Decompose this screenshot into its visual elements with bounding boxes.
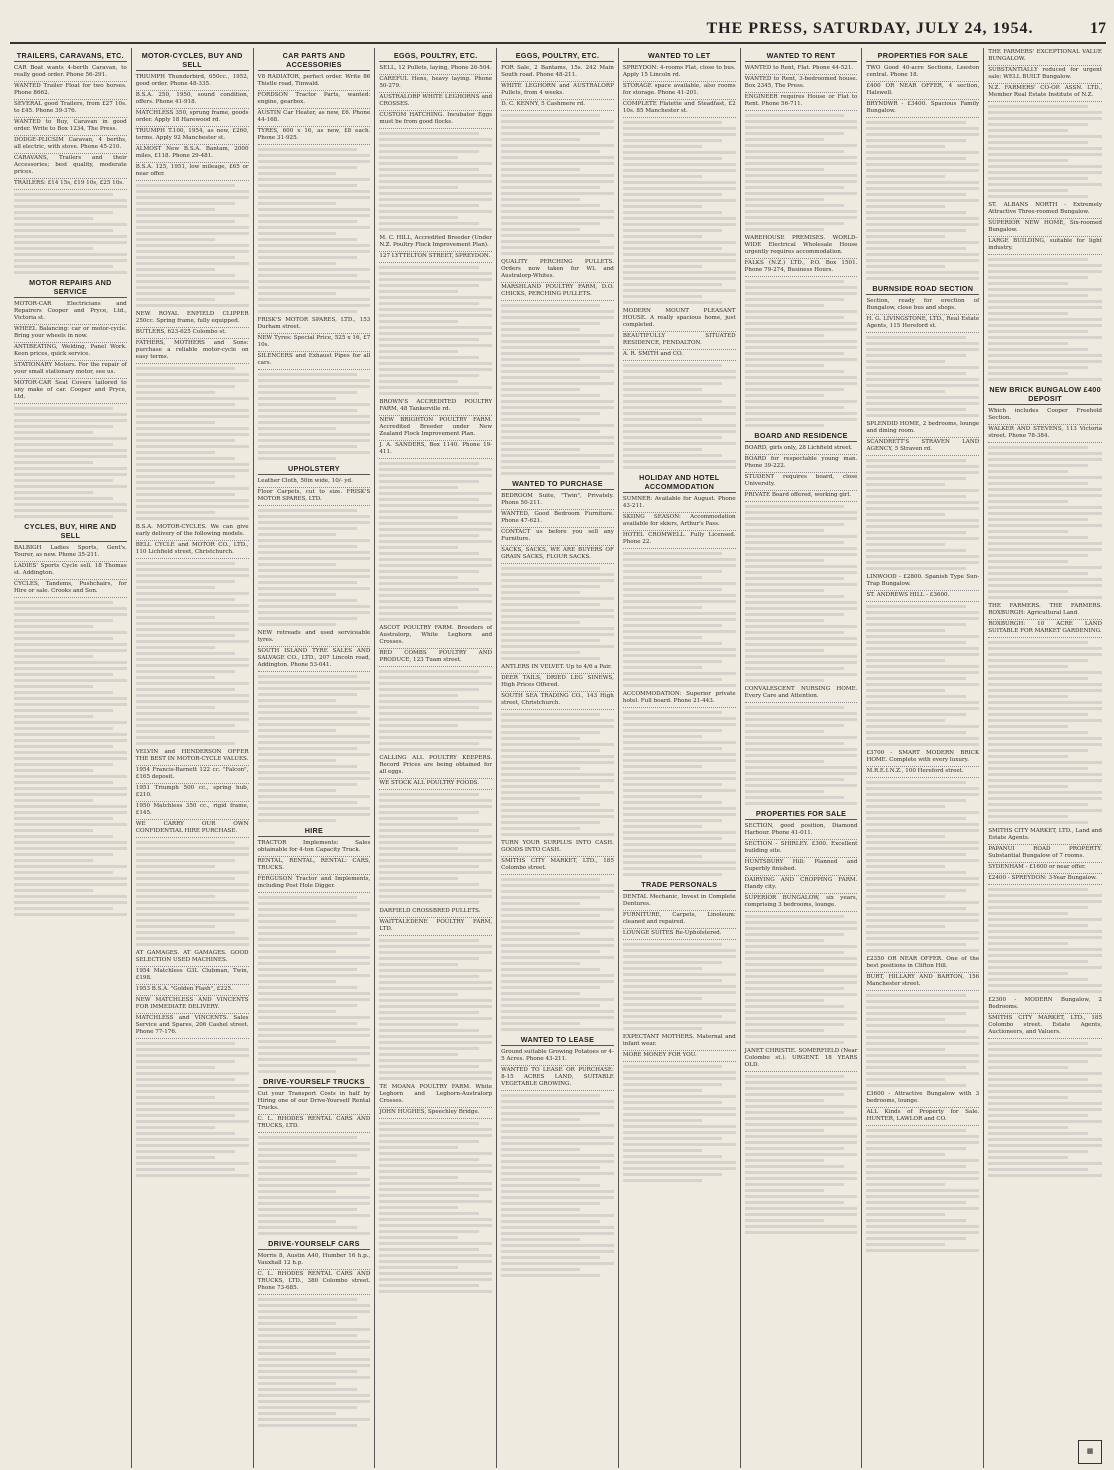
classified-ad: SACKS, SACKS, WE ARE BUYERS OF GRAIN SACKS, FLOUR SACKS. xyxy=(501,546,614,564)
classified-ad: TRIUMPH Thunderbird, 650cc., 1952, good order. Phone 48-335. xyxy=(136,73,249,91)
classified-ad: SUPERIOR NEW HOME, Six-roomed Bungalow. xyxy=(988,219,1102,237)
newsprint-texture xyxy=(745,915,858,1044)
classified-ad: MATCHLESS and VINCENTS. Sales Service and Spares, 206 Cashel street. Phone 77-176. xyxy=(136,1014,249,1039)
page-corner-mark: ▦ xyxy=(1078,1440,1102,1464)
classified-ad: SECTION, good position, Diamond Harbour. Phone 41-011. xyxy=(745,822,858,840)
section-heading: MOTOR REPAIRS AND SERVICE xyxy=(14,277,127,298)
classified-ad: ST. ANDREWS HILL - £3600. xyxy=(866,591,979,602)
classified-ad: WANTED TO LEASE OR PURCHASE: 8-15 ACRES LAND, SUITABLE VEGETABLE GROWING. xyxy=(501,1066,614,1091)
classified-ad: AUSTRALORP WHITE LEGHORNS and CROSSES. xyxy=(379,93,492,111)
newsprint-texture xyxy=(988,888,1102,993)
classified-ad: DARFIELD CROSSBRED PULLETS. xyxy=(379,907,492,918)
classified-ad: M. C. HILL, Accredited Breeder (Under N.Z. Poultry Flock Improvement Plan). xyxy=(379,234,492,252)
classified-ad: TE MOANA POULTRY FARM. White Leghorn and Leghorn-Australorp Crosses. xyxy=(379,1083,492,1108)
classified-ad: 1954 Francis-Barnett 122 cc. "Falcon", £165 deposit. xyxy=(136,766,249,784)
classified-ad: NEW BRIGHTON POULTRY FARM. Accredited Breeder under New Zealand Flock Improvement Plan. xyxy=(379,416,492,441)
classified-ad: PAPANUI ROAD PROPERTY. Substantial Bungalow of 7 rooms. xyxy=(988,845,1102,863)
classified-ad: FURNITURE, Carpets, Linoleum: cleaned and repaired. xyxy=(623,911,736,929)
column-3 xyxy=(254,48,376,1468)
column-9 xyxy=(984,48,1106,1468)
section-heading: CYCLES, BUY, HIRE AND SELL xyxy=(14,521,127,542)
section-heading: PROPERTIES FOR SALE xyxy=(745,808,858,820)
classified-ad: B.S.A. MOTOR-CYCLES. We can give early delivery of the following models. xyxy=(136,523,249,541)
newsprint-texture xyxy=(136,562,249,745)
classified-ad: LADIES' Sports Cycle sell. 18 Thomas st. Addington. xyxy=(14,562,127,580)
classified-ad: BURT, HILLARY AND BARTON, 156 Manchester street. xyxy=(866,973,979,991)
classified-ad: J. A. SANDERS, Box 1140. Phone 19-411. xyxy=(379,441,492,459)
classified-ad: TURN YOUR SURPLUS INTO CASH. GOODS INTO CASH. xyxy=(501,839,614,857)
section-heading: UPHOLSTERY xyxy=(258,463,371,475)
classified-ad: C. L. RHODES RENTAL CARS AND TRUCKS, LTD., 380 Colombo street. Phone 73-685. xyxy=(258,1270,371,1295)
newsprint-texture xyxy=(866,781,979,952)
classified-ad: FERGUSON Tractor and Implements, including Post Hole Digger. xyxy=(258,875,371,893)
newsprint-texture xyxy=(258,1136,371,1235)
classified-ad: VELVIN and HENDERSON OFFER THE BEST IN MOTOR-CYCLE VALUES. xyxy=(136,748,249,766)
classified-ad: MOTOR-CAR Seat Covers tailored to any make of car. Cooper and Pryce, Ltd. xyxy=(14,379,127,404)
classified-ad: ST. ALBANS NORTH - Extremely Attractive Three-roomed Bungalow. xyxy=(988,201,1102,219)
classified-ad: WHEEL Balancing: car or motor-cycle. Bring your wheels in now. xyxy=(14,325,127,343)
classified-ad: SPLENDID HOME, 2 bedrooms, lounge and dining room. xyxy=(866,420,979,438)
newsprint-texture xyxy=(745,280,858,427)
classified-ad: DODGE-PLICSIM Caravan, 4 berths, all electric, with stove. Phone 45-210. xyxy=(14,136,127,154)
classified-ad: SYDENHAM - £1600 or near offer. xyxy=(988,863,1102,874)
classified-ad: CAREFUL Hens, heavy laying. Phone 50-279. xyxy=(379,75,492,93)
newsprint-texture xyxy=(501,304,614,475)
classified-ad: FORDSON Tractor Parts, wanted: engine, gearbox. xyxy=(258,91,371,109)
classified-ad: A. R. SMITH and CO. xyxy=(623,350,736,361)
classified-ad: WHITE LEGHORN and AUSTRALORP Pullets, from 4 weeks. xyxy=(501,82,614,100)
classified-ad: WE CARRY OUR OWN CONFIDENTIAL HIRE PURCHASE. xyxy=(136,820,249,838)
newsprint-texture xyxy=(623,364,736,469)
classified-ad: BRYNDWR - £3400. Spacious Family Bungalow. xyxy=(866,100,979,118)
newsprint-texture xyxy=(258,675,371,822)
classified-ad: WANTED to Rent, Flat. Phone 44-521. xyxy=(745,64,858,75)
classified-ad: BUTLERS, 623-625 Colombo st. xyxy=(136,328,249,339)
newsprint-texture xyxy=(136,184,249,307)
newsprint-texture xyxy=(379,462,492,621)
newsprint-texture xyxy=(501,713,614,836)
column-5 xyxy=(497,48,619,1468)
classified-ad: DEER TAILS, DRIED LEG SINEWS, High Prices Offered. xyxy=(501,674,614,692)
newsprint-texture xyxy=(379,670,492,751)
section-heading: EGGS, POULTRY, ETC. xyxy=(501,50,614,62)
classified-ad: FRISK'S MOTOR SPARES, LTD., 153 Durham street. xyxy=(258,316,371,334)
section-heading: DRIVE-YOURSELF CARS xyxy=(258,1238,371,1250)
newsprint-texture xyxy=(866,121,979,280)
classified-ad: MOTOR-CAR Electricians and Repairers Cooper and Pryce, Ltd., Victoria st. xyxy=(14,300,127,325)
newsprint-texture xyxy=(623,943,736,1030)
classified-ad: 1953 B.S.A. "Golden Flash", £225. xyxy=(136,985,249,996)
classified-ad: SMITHS CITY MARKET, LTD., 185 Colombo street. xyxy=(501,857,614,875)
classified-ad: MORE MONEY FOR YOU. xyxy=(623,1051,736,1062)
classified-ad: SILENCERS and Exhaust Pipes for all cars. xyxy=(258,352,371,370)
classified-ad: DENTAL Mechanic, Invest in Complete Dentures. xyxy=(623,893,736,911)
classified-ad: £2350 OR NEAR OFFER. One of the best positions in Clifton Hill. xyxy=(866,955,979,973)
page-number: 17 xyxy=(1089,20,1106,37)
column-2 xyxy=(132,48,254,1468)
classified-ad: ROXBURGH: 10 ACRE LAND SUITABLE FOR MARKET GARDENING. xyxy=(988,620,1102,638)
classified-ad: N.Z. FARMERS' CO-OP. ASSN. LTD., Member Real Estate Institute of N.Z. xyxy=(988,84,1102,102)
classified-ad: SUBSTANTIALLY reduced for urgent sale: WELL BUILT Bungalow. xyxy=(988,66,1102,84)
classified-ad: Cut your Transport Costs in half by Hiring one of our Drive-Yourself Rental Trucks. xyxy=(258,1090,371,1115)
newsprint-texture xyxy=(258,896,371,1073)
classified-ad: RENTAL, RENTAL, RENTAL: CARS, TRUCKS. xyxy=(258,857,371,875)
masthead xyxy=(10,6,1106,44)
classified-ad: SOUTH ISLAND TYRE SALES AND SALVAGE CO., LTD., 207 Lincoln road, Addington. Phone 53-041. xyxy=(258,647,371,672)
classified-ad: CYCLES, Tandems, Pushchairs, for Hire or sale. Crooks and Son. xyxy=(14,580,127,598)
classified-ad: FATHERS, MOTHERS and Sons: purchase a reliable motor-cycle on easy terms. xyxy=(136,339,249,364)
classified-ad: BROWN'S ACCREDITED POULTRY FARM, 48 Tankerville rd. xyxy=(379,398,492,416)
classified-ad: AUSTIN Car Heater, as new, £6. Phone 44-168. xyxy=(258,109,371,127)
section-heading: BOARD AND RESIDENCE xyxy=(745,430,858,442)
classified-ad: ANTIBEATING, Welding, Panel Work. Keen prices, quick service. xyxy=(14,343,127,361)
section-heading: HIRE xyxy=(258,825,371,837)
classified-ad: £3600 - Attractive Bungalow with 3 bedrooms, lounge. xyxy=(866,1090,979,1108)
newsprint-texture xyxy=(866,994,979,1087)
classified-ad: SPREYDON: 4-rooms Flat, close to bus. Apply 15 Lincoln rd. xyxy=(623,64,736,82)
classified-ad: SCANDRETT'S STRAVEN LAND AGENCY, 5 Straven rd. xyxy=(866,438,979,456)
classified-ad: CAR Boat wants 4-berth Caravan, to really good order. Phone 56-291. xyxy=(14,64,127,82)
classified-ad: CALLING ALL POULTRY KEEPERS. Record Prices are being obtained for all eggs. xyxy=(379,754,492,779)
classified-ad: WANTED to Rent, 3-bedroomed house. Box 2345, The Press. xyxy=(745,75,858,93)
newsprint-texture xyxy=(136,1042,249,1177)
section-heading: BURNSIDE ROAD SECTION xyxy=(866,283,979,295)
classified-ad: SELL, 12 Pullets, laying, Phone 26-504. xyxy=(379,64,492,75)
section-heading: NEW BRICK BUNGALOW £400 DEPOSIT xyxy=(989,385,1101,403)
classified-ad: LARGE BUILDING, suitable for light industry. xyxy=(988,237,1102,255)
classified-ad: M.R.E.I.N.Z., 100 Hereford street. xyxy=(866,767,979,778)
newsprint-texture xyxy=(379,939,492,1080)
section-heading: WANTED TO LET xyxy=(623,50,736,62)
newsprint-texture xyxy=(14,601,127,742)
classified-ad: ASCOT POULTRY FARM. Breeders of Australorp, White Leghorn and Crosses. xyxy=(379,624,492,649)
classified-ad: Ground suitable Growing Potatoes or 4-5 Acres. Phone 43-211. xyxy=(501,1048,614,1066)
classified-ad: WANTED, Good Bedroom Furniture. Phone 47-621. xyxy=(501,510,614,528)
newsprint-texture xyxy=(866,459,979,570)
section-heading: WANTED TO PURCHASE xyxy=(501,478,614,490)
classified-ad: MARSHLAND POULTRY FARM, D.O. CHICKS, PERCHING PULLETS. xyxy=(501,283,614,301)
classified-ad: CARAVANS, Trailers and their Accessories; best quality, moderate prices. xyxy=(14,154,127,179)
classified-ad: B.S.A. 250, 1950, sound condition, offers. Phone 41-918. xyxy=(136,91,249,109)
classified-ad: THE FARMERS. THE FARMERS. ROXBURGH: Agricultural Land. xyxy=(988,602,1102,620)
classified-ad: BEAUTIFULLY SITUATED RESIDENCE, FENDALTON. xyxy=(623,332,736,350)
section-heading: WANTED TO LEASE xyxy=(501,1034,614,1046)
newsprint-texture xyxy=(623,711,736,876)
classified-ad: FALKS (N.Z.) LTD., P.O. Box 1501. Phone 79-274, Business Hours. xyxy=(745,259,858,277)
classified-ad: H. G. LIVINGSTONE, LTD., Real Estate Agents, 115 Hereford st. xyxy=(866,315,979,333)
classified-ad: NEW ROYAL ENFIELD CLIPPER 250cc. Spring frame, fully equipped. xyxy=(136,310,249,328)
newsprint-texture xyxy=(866,336,979,417)
newsprint-texture xyxy=(866,605,979,746)
classified-ad: Leather Cloth, 50in wide, 10/- yd. xyxy=(258,477,371,488)
classified-ad: BOARD for respectable young man. Phone 39-222. xyxy=(745,455,858,473)
classified-ad: BEDROOM Suite, "Twin", Privately. Phone 50-211. xyxy=(501,492,614,510)
section-heading: TRAILERS, CARAVANS, ETC. xyxy=(14,50,127,62)
column-4 xyxy=(375,48,497,1468)
section-heading: WANTED TO RENT xyxy=(745,50,858,62)
classified-ad: £2400 - SPREYDON: 3-Year Bungalow. xyxy=(988,874,1102,885)
classified-ad: 127 LYTTELTON STREET, SPREYDON. xyxy=(379,252,492,263)
classified-ad: Section, ready for erection of Bungalow, close bus and shops. xyxy=(866,297,979,315)
classified-ad: STATIONARY Motors. For the repair of your small stationary motor, see us. xyxy=(14,361,127,379)
newsprint-texture xyxy=(14,193,127,274)
classified-ad: TRAILERS: £14 15s, £19 10s, £25 10s. xyxy=(14,179,127,190)
classified-ad: ALMOST New B.S.A. Bantam, 2000 miles, £118. Phone 29-481. xyxy=(136,145,249,163)
classified-ad: WE STOCK ALL POULTRY FOODS. xyxy=(379,779,492,790)
classified-ad: CUSTOM HATCHING. Incubator Eggs must be from good flocks. xyxy=(379,111,492,129)
classified-ad: Floor Carpets, cut to size. FRISK'S MOTOR SPARES, LTD. xyxy=(258,488,371,506)
newsprint-texture xyxy=(866,1129,979,1252)
classified-ad: WALKER AND STEVENS, 113 Victoria street. Phone 78-384. xyxy=(988,425,1102,443)
classified-ad: DAIRYING AND CROPPING FARM. Handy city. xyxy=(745,876,858,894)
newsprint-texture xyxy=(988,1042,1102,1177)
classified-ad: EXPECTANT MOTHERS. Maternal and infant wear. xyxy=(623,1033,736,1051)
newsprint-texture xyxy=(136,367,249,520)
classified-ad: BALBIGH Ladies Sports, Gent's. Tourer, as new. Phone 35-211. xyxy=(14,544,127,562)
classified-ad: HOTEL CROMWELL. Fully Licensed. Phone 22. xyxy=(623,531,736,549)
section-heading: PROPERTIES FOR SALE xyxy=(866,50,979,62)
newsprint-texture xyxy=(258,373,371,460)
classified-ad: CONVALESCENT NURSING HOME. Every Care and Attention. xyxy=(745,685,858,703)
classified-ad: £3700 - SMART MODERN BRICK HOME. Complete with every luxury. xyxy=(866,749,979,767)
classified-columns xyxy=(10,48,1106,1468)
classified-ad: HUNTSBURY Hill: Planned and Superbly finished. xyxy=(745,858,858,876)
classified-ad: CONTACT us before you sell any Furniture. xyxy=(501,528,614,546)
classified-ad: SMITHS CITY MARKET, LTD., 185 Colombo street. Estate Agents, Auctioneers, and Valuers. xyxy=(988,1014,1102,1039)
newsprint-texture xyxy=(501,114,614,255)
newsprint-texture xyxy=(14,745,127,916)
column-8 xyxy=(862,48,984,1468)
section-heading: HOLIDAY AND HOTEL ACCOMMODATION xyxy=(623,472,736,493)
classified-ad: TRIUMPH T.100, 1954, as new, £260, terms. Apply 92 Manchester st. xyxy=(136,127,249,145)
section-heading: DRIVE-YOURSELF TRUCKS xyxy=(258,1076,371,1088)
classified-ad: ANTLERS IN VELVET. Up to 4/6 a Pair. xyxy=(501,663,614,674)
classified-ad: SOUTH SEA TRADING CO., 143 High street, Christchurch. xyxy=(501,692,614,710)
classified-ad: NEW retreads and used serviceable tyres. xyxy=(258,629,371,647)
newsprint-texture xyxy=(136,841,249,946)
classified-ad: FOR Sale, 2 Bantams, 15s. 242 Main South road. Phone 48-211. xyxy=(501,64,614,82)
section-heading: EGGS, POULTRY, ETC. xyxy=(379,50,492,62)
classified-ad: 1951 Triumph 500 cc., spring hub, £210. xyxy=(136,784,249,802)
classified-ad: TRACTOR Implements: Sales obtainable for 4-ton Capacity Truck. xyxy=(258,839,371,857)
classified-ad: WAREHOUSE PREMISES. WORLD-WIDE Electrical Wholesale House urgently requires accommodation. xyxy=(745,234,858,259)
newspaper-date-title: THE PRESS, SATURDAY, JULY 24, 1954. xyxy=(706,20,1034,37)
newsprint-texture xyxy=(988,641,1102,824)
newsprint-texture xyxy=(379,793,492,904)
classified-ad: SKIING SEASON: Accommodation available for skiers, Arthur's Pass. xyxy=(623,513,736,531)
newsprint-texture xyxy=(745,1075,858,1234)
newsprint-texture xyxy=(379,1122,492,1293)
newsprint-texture xyxy=(14,407,127,518)
newsprint-texture xyxy=(988,446,1102,599)
newsprint-texture xyxy=(501,567,614,660)
newsprint-texture xyxy=(745,505,858,682)
classified-ad: £400 OR NEAR OFFER, 4 section, Halswell. xyxy=(866,82,979,100)
section-heading: MOTOR-CYCLES, BUY AND SELL xyxy=(136,50,249,71)
classified-ad: LINWOOD - £2800. Spanish Type Sun-Trap Bungalow. xyxy=(866,573,979,591)
classified-ad: NEW Tyres: Special Price, 525 x 16, £7 10s. xyxy=(258,334,371,352)
classified-ad: MODERN MOUNT PLEASANT HOUSE. A really spacious home, just completed. xyxy=(623,307,736,332)
classified-ad: Morris 8, Austin A40, Humber 16 h.p., Vauxhall 12 h.p. xyxy=(258,1252,371,1270)
classified-ad: C. L. RHODES RENTAL CARS AND TRUCKS, LTD. xyxy=(258,1115,371,1133)
classified-ad: BOARD, girls only, 28 Lichfield street. xyxy=(745,444,858,455)
classified-ad: WANTED Trailer Float for two horses. Phone 8662. xyxy=(14,82,127,100)
section-heading: CAR PARTS AND ACCESSORIES xyxy=(258,50,371,71)
column-7 xyxy=(741,48,863,1468)
classified-ad: STUDENT requires board, close University. xyxy=(745,473,858,491)
classified-ad: SECTION - SHIRLEY. £300. Excellent building site. xyxy=(745,840,858,858)
classified-ad: JANET CHRISTIE. SOMERFIELD (Near Colombo st.). URGENT. 18 YEARS OLD. xyxy=(745,1047,858,1072)
classified-ad: SEVERAL good Trailers, from £27 10s. to £45. Phone 39-376. xyxy=(14,100,127,118)
classified-ad: SUMNER: Available for August. Phone 43-211. xyxy=(623,495,736,513)
column-1 xyxy=(10,48,132,1468)
classified-ad: 1954 Matchless G3L Clubman, Twin, £198. xyxy=(136,967,249,985)
classified-ad: WANTED to Buy, Caravan in good order. Write to Box 1234, The Press. xyxy=(14,118,127,136)
classified-ad: Which includes Cooper Freehold Section. xyxy=(988,407,1102,425)
newsprint-texture xyxy=(258,148,371,313)
section-heading: TRADE PERSONALS xyxy=(623,879,736,891)
classified-ad: D. C. KENNY, 5 Cashmere rd. xyxy=(501,100,614,111)
newsprint-texture xyxy=(258,509,371,626)
classified-ad: B.S.A. 125, 1951, low mileage, £65 or near offer. xyxy=(136,163,249,181)
newsprint-texture xyxy=(623,121,736,304)
classified-ad: NEW MATCHLESS AND VINCENTS FOR IMMEDIATE DELIVERY. xyxy=(136,996,249,1014)
classified-ad: WAITTALEDENE POULTRY FARM, LTD. xyxy=(379,918,492,936)
classified-ad: STORAGE space available, also rooms for storage. Phone 41-201. xyxy=(623,82,736,100)
classified-ad: RED COMBS POULTRY AND PRODUCE, 123 Tuam street. xyxy=(379,649,492,667)
newsprint-texture xyxy=(258,1298,371,1427)
classified-ad: JOHN HUGHES, Speechley Bridge. xyxy=(379,1108,492,1119)
newsprint-texture xyxy=(501,1094,614,1277)
classified-ad: BELL CYCLE and MOTOR CO., LTD., 110 Lichfield street, Christchurch. xyxy=(136,541,249,559)
classified-ad: QUALITY PERCHING PULLETS. Orders now taken for WL and Australorp-Whites. xyxy=(501,258,614,283)
classified-ad: MATCHLESS 350, sprung frame, goods order. Apply 18 Harewood rd. xyxy=(136,109,249,127)
newsprint-texture xyxy=(988,105,1102,198)
classified-ad: £2300 - MODERN Bungalow, 2 Bedrooms. xyxy=(988,996,1102,1014)
classified-ad: COMPLETE Flatette and Steadfast, £2 10s. 85 Manchester st. xyxy=(623,100,736,118)
classified-ad: SUPERIOR BUNGALOW, six years, comprising 3 bedrooms, lounge. xyxy=(745,894,858,912)
newsprint-texture xyxy=(501,878,614,1031)
classified-ad: ACCOMMODATION: Superior private hotel. Full board. Phone 21-443. xyxy=(623,690,736,708)
classified-ad: PRIVATE Board offered, working girl. xyxy=(745,491,858,502)
classified-ad: LOUNGE SUITES Re-Upholstered. xyxy=(623,929,736,940)
classified-ad: ALL Kinds of Property for Sale. HUNTER, LAWLOR and CO. xyxy=(866,1108,979,1126)
newsprint-texture xyxy=(745,114,858,231)
newsprint-texture xyxy=(379,266,492,395)
classified-ad: TYRES, 600 x 16, as new, £8 each. Phone 31-925. xyxy=(258,127,371,145)
classified-ad: THE FARMERS' EXCEPTIONAL VALUE BUNGALOW. xyxy=(988,48,1102,66)
column-6 xyxy=(619,48,741,1468)
newsprint-texture xyxy=(623,1065,736,1182)
classified-ad: 1950 Matchless 350 cc., rigid frame, £145. xyxy=(136,802,249,820)
newsprint-texture xyxy=(623,552,736,687)
classified-ad: V8 RADIATOR, perfect order. Write 86 Thistle road, Tinwald. xyxy=(258,73,371,91)
classified-ad: ENGINEER requires House or Flat to Rent. Phone 56-711. xyxy=(745,93,858,111)
newsprint-texture xyxy=(988,258,1102,381)
newsprint-texture xyxy=(745,706,858,805)
classified-ad: AT GAMAGES. AT GAMAGES. GOOD SELECTION USED MACHINES. xyxy=(136,949,249,967)
classified-ad: SMITHS CITY MARKET, LTD., Land and Estate Agents. xyxy=(988,827,1102,845)
newsprint-texture xyxy=(379,132,492,231)
classified-ad: TWO Good 40-acre Sections, Leeston central. Phone 18. xyxy=(866,64,979,82)
